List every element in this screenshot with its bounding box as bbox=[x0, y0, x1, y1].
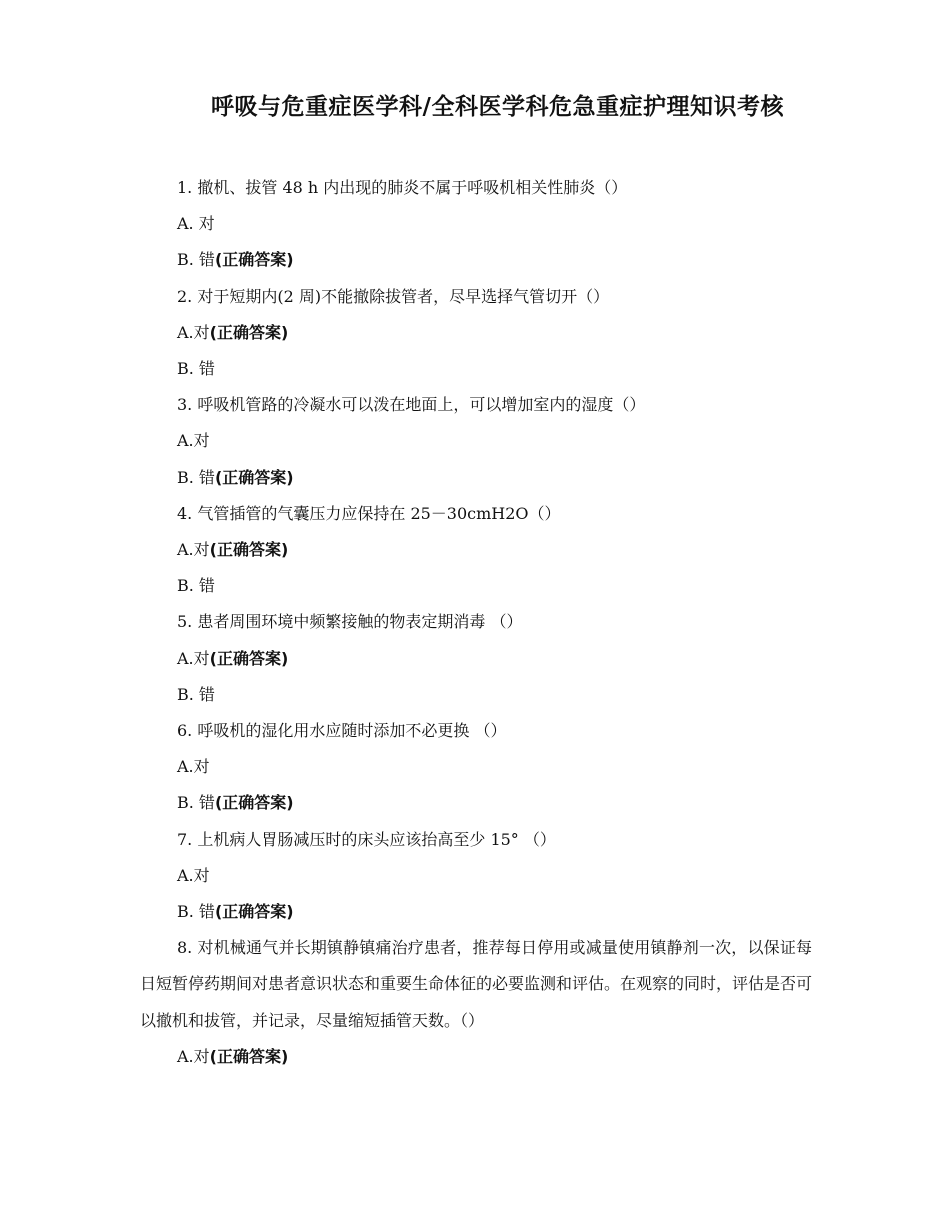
question-list bbox=[140, 170, 812, 1075]
option-text: A.对 bbox=[177, 1046, 210, 1066]
option-text: B. 错 bbox=[177, 467, 215, 487]
page-title: 呼吸与危重症医学科/全科医学科危急重症护理知识考核 bbox=[211, 94, 784, 120]
question-4-stem: 4. 气管插管的气囊压力应保持在 25－30cmH2O（） bbox=[177, 503, 561, 523]
correct-answer-mark: (正确答案) bbox=[214, 467, 294, 487]
option-text: B. 错 bbox=[177, 359, 215, 379]
question-7-stem: 7. 上机病人胃肠减压时的床头应该抬高至少 15° （） bbox=[177, 829, 556, 849]
question-7-option-b bbox=[140, 894, 812, 930]
option-text: B. 错 bbox=[177, 793, 215, 813]
correct-answer-mark: (正确答案) bbox=[209, 322, 289, 342]
question-1-option-a bbox=[140, 206, 812, 242]
question-6-option-a bbox=[140, 749, 812, 785]
question-6-option-b bbox=[140, 785, 812, 821]
option-text: A.对 bbox=[177, 322, 210, 342]
question-3-option-b bbox=[140, 460, 812, 496]
question-2-option-a bbox=[140, 315, 812, 351]
question-3-option-a bbox=[140, 423, 812, 459]
question-1-option-b bbox=[140, 242, 812, 278]
question-1-stem: 1. 撤机、拔管 48 h 内出现的肺炎不属于呼吸机相关性肺炎（） bbox=[177, 178, 628, 197]
question-8-option-a bbox=[140, 1039, 812, 1075]
correct-answer-mark: (正确答案) bbox=[209, 648, 289, 668]
option-text: B. 错 bbox=[177, 250, 215, 270]
option-text: B. 错 bbox=[177, 902, 215, 922]
option-text: A.对 bbox=[177, 757, 210, 777]
question-4-option-a bbox=[140, 532, 812, 568]
option-text: B. 错 bbox=[177, 576, 215, 596]
question-2-stem: 2. 对于短期内(2 周)不能撤除拔管者，尽早选择气管切开（） bbox=[177, 286, 610, 306]
question-5-stem: 5. 患者周围环境中频繁接触的物表定期消毒 （） bbox=[177, 612, 523, 632]
correct-answer-mark: (正确答案) bbox=[214, 250, 294, 270]
option-text: A.对 bbox=[177, 648, 210, 668]
option-text: A.对 bbox=[177, 540, 210, 560]
correct-answer-mark: (正确答案) bbox=[214, 793, 294, 813]
correct-answer-mark: (正确答案) bbox=[214, 902, 294, 922]
option-text: A.对 bbox=[177, 865, 210, 885]
option-text: B. 错 bbox=[177, 684, 215, 704]
correct-answer-mark: (正确答案) bbox=[209, 1046, 289, 1066]
question-5-option-b bbox=[140, 677, 812, 713]
correct-answer-mark: (正确答案) bbox=[209, 540, 289, 560]
question-6-stem: 6. 呼吸机的湿化用水应随时添加不必更换 （） bbox=[177, 721, 507, 741]
question-2-option-b bbox=[140, 351, 812, 387]
option-text: A.对 bbox=[177, 431, 210, 451]
option-text: A. 对 bbox=[177, 214, 215, 234]
question-7-option-a bbox=[140, 858, 812, 894]
question-4-option-b bbox=[140, 568, 812, 604]
question-3-stem: 3. 呼吸机管路的冷凝水可以泼在地面上，可以增加室内的湿度（） bbox=[177, 395, 646, 415]
question-5-option-a bbox=[140, 641, 812, 677]
question-8-stem: 8. 对机械通气并长期镇静镇痛治疗患者，推荐每日停用或减量使用镇静剂一次，以保证每日短暂停药期间对患者意识状态和重要生命体征的必要监测和评估。在观察的同时，评估是否可以撤机和拔管，并记录，尽量缩短插管天数。（） bbox=[140, 938, 813, 1030]
